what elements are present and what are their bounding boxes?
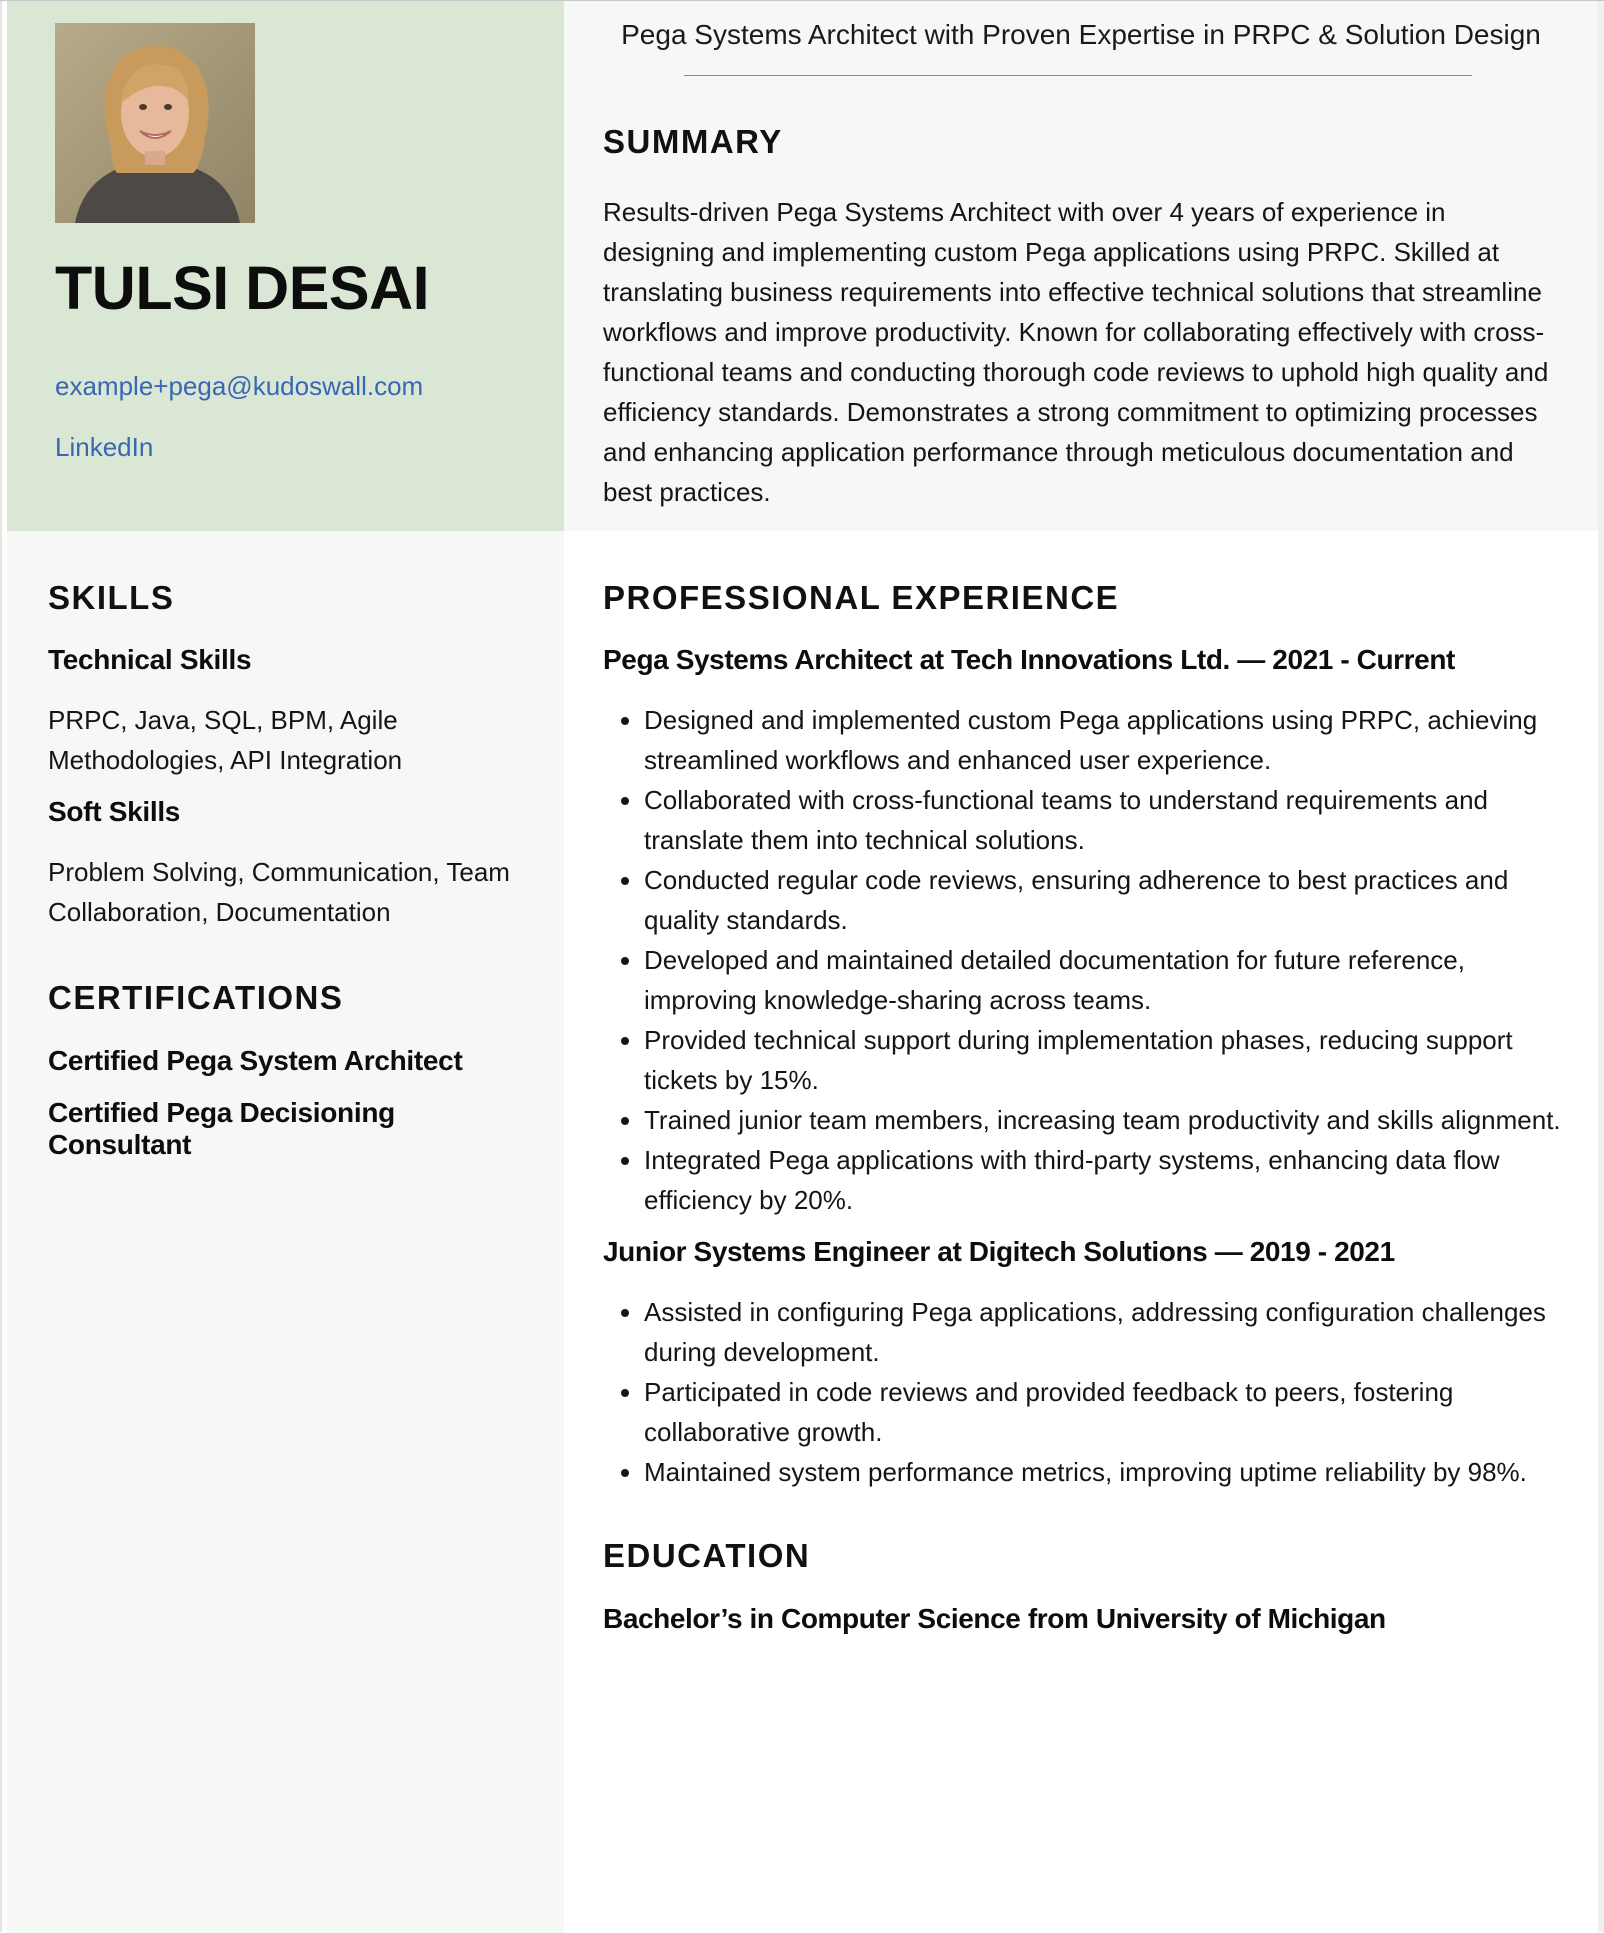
bullet-item: Designed and implemented custom Pega applications using PRPC, achieving streamlined workflows and enhanced user experience. (603, 700, 1563, 780)
certification-item: Certified Pega Decisioning Consultant (48, 1097, 395, 1160)
job-title: Junior Systems Engineer at Digitech Solutions — 2019 - 2021 (603, 1236, 1395, 1267)
candidate-name: TULSI DESAI (55, 254, 430, 322)
bullet-item: Maintained system performance metrics, improving uptime reliability by 98%. (603, 1452, 1563, 1492)
education-heading: EDUCATION (603, 1537, 811, 1574)
profile-photo (55, 23, 255, 223)
bullet-item: Assisted in configuring Pega applications, addressing configuration challenges during development. (603, 1292, 1563, 1372)
bullet-item: Developed and maintained detailed documentation for future reference, improving knowledge-sharing across teams. (603, 940, 1563, 1020)
certifications-heading: CERTIFICATIONS (48, 979, 344, 1016)
technical-skills-list: PRPC, Java, SQL, BPM, Agile Methodologies, API Integration (48, 705, 403, 775)
summary-text: Results-driven Pega Systems Architect with over 4 years of experience in designing and implementing custom Pega applications using PRPC. Skilled at translating business requirements into effective technical solutions that streamline workflows and improve productivity. Known for collaborating effectively with cross-functional teams and conducting thorough code reviews to uphold high quality and efficiency standards. Demonstrates a strong commitment to optimizing processes and enhancing application performance through meticulous documentation and best practices. (603, 197, 1549, 507)
experience-heading: PROFESSIONAL EXPERIENCE (603, 579, 1120, 616)
education-degree: Bachelor’s in Computer Science from University of Michigan (603, 1603, 1386, 1634)
bullet-item: Trained junior team members, increasing team productivity and skills alignment. (603, 1100, 1563, 1140)
tagline-divider (684, 75, 1472, 76)
linkedin-link[interactable]: LinkedIn (55, 432, 154, 462)
job-bullets (603, 700, 1563, 1220)
bullet-item: Collaborated with cross-functional teams to understand requirements and translate them into technical solutions. (603, 780, 1563, 860)
bullet-item: Participated in code reviews and provided feedback to peers, fostering collaborative growth. (603, 1372, 1563, 1452)
summary-heading: SUMMARY (603, 123, 783, 160)
headline-tagline: Pega Systems Architect with Proven Expertise in PRPC & Solution Design (621, 19, 1541, 50)
job-title: Pega Systems Architect at Tech Innovations Ltd. — 2021 - Current (603, 644, 1455, 675)
bullet-item: Conducted regular code reviews, ensuring adherence to best practices and quality standards. (603, 860, 1563, 940)
email-link[interactable]: example+pega@kudoswall.com (55, 371, 424, 401)
technical-skills-heading: Technical Skills (48, 644, 252, 675)
soft-skills-list: Problem Solving, Communication, Team Collaboration, Documentation (48, 857, 510, 927)
bullet-item: Provided technical support during implementation phases, reducing support tickets by 15%. (603, 1020, 1563, 1100)
job-bullets (603, 1292, 1563, 1492)
bullet-item: Integrated Pega applications with third-party systems, enhancing data flow efficiency by 20%. (603, 1140, 1563, 1220)
soft-skills-heading: Soft Skills (48, 796, 181, 827)
certification-item: Certified Pega System Architect (48, 1045, 463, 1076)
header-panel-left (7, 1, 564, 531)
skills-heading: SKILLS (48, 579, 175, 616)
